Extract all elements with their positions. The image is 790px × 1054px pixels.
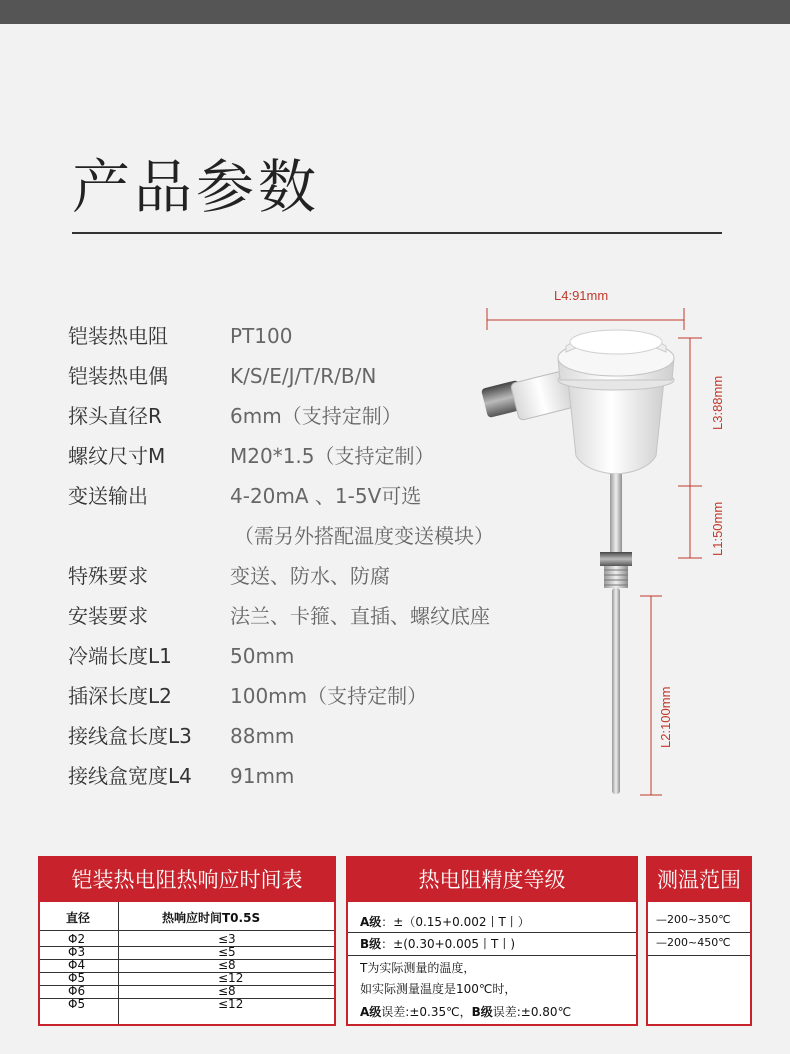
param-key: 插深长度L2	[68, 684, 172, 708]
param-value: 88mm	[230, 724, 295, 748]
param-key: 探头直径R	[68, 404, 162, 428]
table-row-diameter: Φ5	[68, 997, 86, 1011]
accuracy-a-value: ：±（0.15+0.002丨T丨）	[381, 915, 530, 929]
page-title: 产品参数	[72, 153, 321, 221]
response-table-title: 铠装热电阻热响应时间表	[40, 858, 334, 902]
param-key: 冷端长度L1	[68, 644, 172, 668]
table-row-diameter: Φ6	[68, 984, 86, 998]
table-row-time: ≤8	[218, 984, 236, 998]
param-value: 变送、防水、防腐	[230, 564, 390, 588]
accuracy-a-label: A级	[360, 915, 382, 929]
note-b-value: 误差:±0.80℃	[492, 1005, 572, 1019]
accuracy-note-2: 如实际测量温度是100℃时，	[360, 982, 517, 996]
response-time-table	[38, 856, 336, 1026]
accuracy-b-value: ：±(0.30+0.005丨T丨)	[381, 937, 516, 951]
table-divider	[348, 932, 636, 933]
table-row-time: ≤3	[218, 932, 236, 946]
column-header-diameter: 直径	[66, 911, 91, 925]
table-divider	[648, 932, 750, 933]
param-value: 100mm（支持定制）	[230, 684, 428, 708]
table-row-diameter: Φ5	[68, 971, 86, 985]
param-key: 铠装热电阻	[68, 324, 168, 348]
range-value-2: —200~450℃	[656, 936, 731, 949]
table-row-time: ≤8	[218, 958, 236, 972]
accuracy-table-title: 热电阻精度等级	[348, 858, 636, 902]
accuracy-b-label: B级	[360, 937, 382, 951]
accuracy-a-row	[360, 913, 530, 930]
neck-rod-icon	[610, 474, 622, 554]
param-value: 法兰、卡箍、直插、螺纹底座	[230, 604, 490, 628]
column-header-time: 热响应时间T0.5S	[162, 911, 261, 925]
table-row-time: ≤12	[218, 997, 244, 1011]
param-value: 91mm	[230, 764, 295, 788]
accuracy-note-3	[360, 1003, 571, 1020]
param-value: 50mm	[230, 644, 295, 668]
dimension-l4	[487, 308, 684, 330]
junction-box-icon	[558, 330, 674, 474]
dimension-l3	[678, 338, 702, 486]
dimension-l1-label: L1:50mm	[710, 501, 725, 556]
thread-fitting-icon	[600, 552, 632, 588]
param-key: 接线盒宽度L4	[68, 764, 192, 788]
param-value: K/S/E/J/T/R/B/N	[230, 364, 377, 388]
table-divider	[118, 902, 119, 1024]
param-value: PT100	[230, 324, 293, 348]
dimension-l3-label: L3:88mm	[710, 375, 725, 430]
note-a-label: A级	[360, 1005, 382, 1019]
range-value-1: —200~350℃	[656, 913, 731, 926]
param-key: 安装要求	[68, 604, 148, 628]
param-value: 6mm（支持定制）	[230, 404, 402, 428]
accuracy-table	[346, 856, 638, 1026]
accuracy-b-row	[360, 935, 515, 952]
table-row-diameter: Φ4	[68, 958, 86, 972]
table-divider	[40, 930, 334, 931]
param-key: 铠装热电偶	[68, 364, 168, 388]
title-divider	[72, 232, 722, 234]
note-b-label: B级	[471, 1005, 493, 1019]
top-bar	[0, 0, 790, 24]
table-row-diameter: Φ3	[68, 945, 86, 959]
probe-icon	[612, 588, 620, 794]
table-divider	[648, 955, 750, 956]
param-value: 4-20mA 、1-5V可选	[230, 484, 422, 508]
param-key: 螺纹尺寸M	[68, 444, 166, 468]
note-a-value: 误差:±0.35℃，	[381, 1005, 472, 1019]
param-key: 变送输出	[68, 484, 148, 508]
range-table-title: 测温范围	[648, 858, 750, 902]
table-row-diameter: Φ2	[68, 932, 86, 946]
param-value: （需另外搭配温度变送模块）	[234, 524, 494, 548]
temperature-range-table	[646, 856, 752, 1026]
param-key: 接线盒长度L3	[68, 724, 192, 748]
table-divider	[348, 955, 636, 956]
table-row-time: ≤12	[218, 971, 244, 985]
param-value: M20*1.5（支持定制）	[230, 444, 435, 468]
dimension-l4-label: L4:91mm	[554, 288, 609, 303]
param-key: 特殊要求	[68, 564, 148, 588]
accuracy-note-1: T为实际测量的温度，	[360, 961, 476, 975]
dimension-l1	[678, 486, 702, 558]
dimension-l2-label: L2:100mm	[658, 686, 673, 748]
table-row-time: ≤5	[218, 945, 236, 959]
